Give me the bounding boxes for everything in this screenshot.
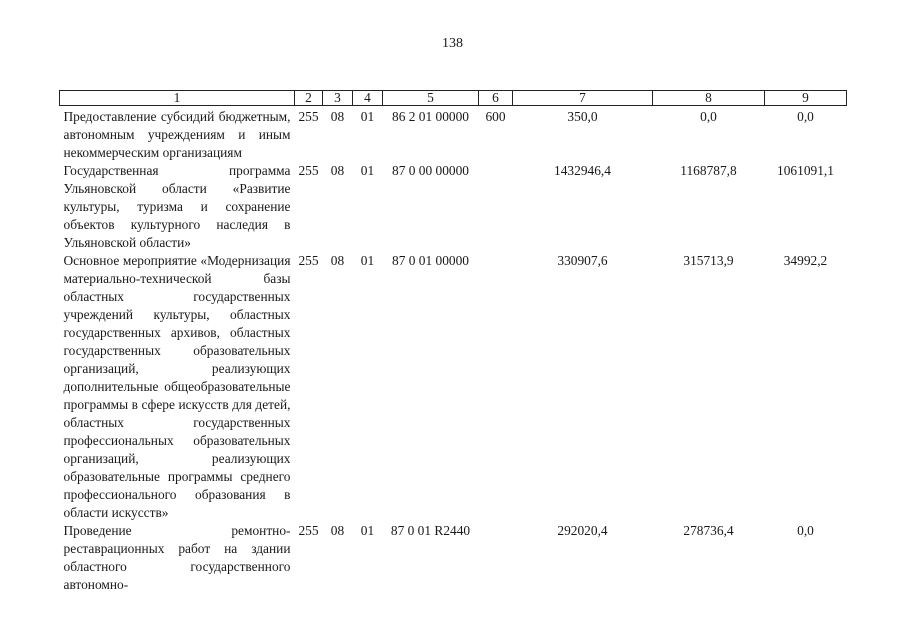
budget-table xyxy=(59,90,847,594)
row-value-8: 0,0 xyxy=(700,109,717,124)
col-header-1: 1 xyxy=(60,91,295,106)
row-value-7: 292020,4 xyxy=(557,523,608,538)
row-value-8: 315713,9 xyxy=(683,253,734,268)
table-row xyxy=(60,162,847,252)
row-code-6: 600 xyxy=(485,109,506,124)
row-code-2: 255 xyxy=(298,163,319,178)
row-value-9: 0,0 xyxy=(797,109,814,124)
row-code-3: 08 xyxy=(330,163,345,178)
row-code-3: 08 xyxy=(330,253,345,268)
row-code-4: 01 xyxy=(360,163,375,178)
row-code-4: 01 xyxy=(360,253,375,268)
table-row xyxy=(60,252,847,522)
page-number: 138 xyxy=(442,36,463,51)
col-header-8: 8 xyxy=(653,91,765,106)
row-name: Проведение ремонтно-реставрационных работ на здании областного государственного автономно- xyxy=(63,523,291,592)
col-header-2: 2 xyxy=(295,91,323,106)
table-row xyxy=(60,522,847,594)
row-code-6 xyxy=(479,252,513,522)
col-header-3: 3 xyxy=(323,91,353,106)
col-header-5: 5 xyxy=(383,91,479,106)
row-value-7: 350,0 xyxy=(567,109,598,124)
col-header-6: 6 xyxy=(479,91,513,106)
col-header-9: 9 xyxy=(765,91,847,106)
row-code-5: 87 0 01 00000 xyxy=(392,253,469,268)
row-value-7: 330907,6 xyxy=(557,253,608,268)
row-code-3: 08 xyxy=(330,523,345,538)
table-row xyxy=(60,106,847,163)
row-code-5: 87 0 01 R2440 xyxy=(390,523,471,538)
col-header-4: 4 xyxy=(353,91,383,106)
row-code-5: 87 0 00 00000 xyxy=(392,163,469,178)
row-value-9: 0,0 xyxy=(797,523,814,538)
row-code-2: 255 xyxy=(298,523,319,538)
row-code-2: 255 xyxy=(298,253,319,268)
row-value-8: 1168787,8 xyxy=(680,163,737,178)
row-code-4: 01 xyxy=(360,109,375,124)
row-code-3: 08 xyxy=(330,109,345,124)
row-code-6 xyxy=(479,522,513,594)
column-number-header xyxy=(60,91,847,106)
row-value-9: 34992,2 xyxy=(783,253,828,268)
row-value-9: 1061091,1 xyxy=(777,163,834,178)
row-value-7: 1432946,4 xyxy=(554,163,611,178)
budget-table-container xyxy=(59,90,846,594)
row-name: Государственная программа Ульяновской области «Развитие культуры, туризма и сохранение объектов культурного наследия в Ульяновской области» xyxy=(63,163,291,250)
row-name: Основное мероприятие «Модернизация материально-технической базы областных государственных учреждений культуры, областных государственных архивов, областных государственных образовательных организаций, реализующих дополнительные общеобразовательные программы в сфере искусств для детей, областных государственных профессиональных образовательных организаций, реализующих образовательные программы среднего профессионального образования в области искусств» xyxy=(63,253,291,520)
col-header-7: 7 xyxy=(513,91,653,106)
row-value-8: 278736,4 xyxy=(683,523,734,538)
row-code-4: 01 xyxy=(360,523,375,538)
row-code-6 xyxy=(479,162,513,252)
row-name: Предоставление субсидий бюджетным, автономным учреждениям и иным некоммерческим организациям xyxy=(63,109,291,160)
row-code-2: 255 xyxy=(298,109,319,124)
row-code-5: 86 2 01 00000 xyxy=(392,109,469,124)
